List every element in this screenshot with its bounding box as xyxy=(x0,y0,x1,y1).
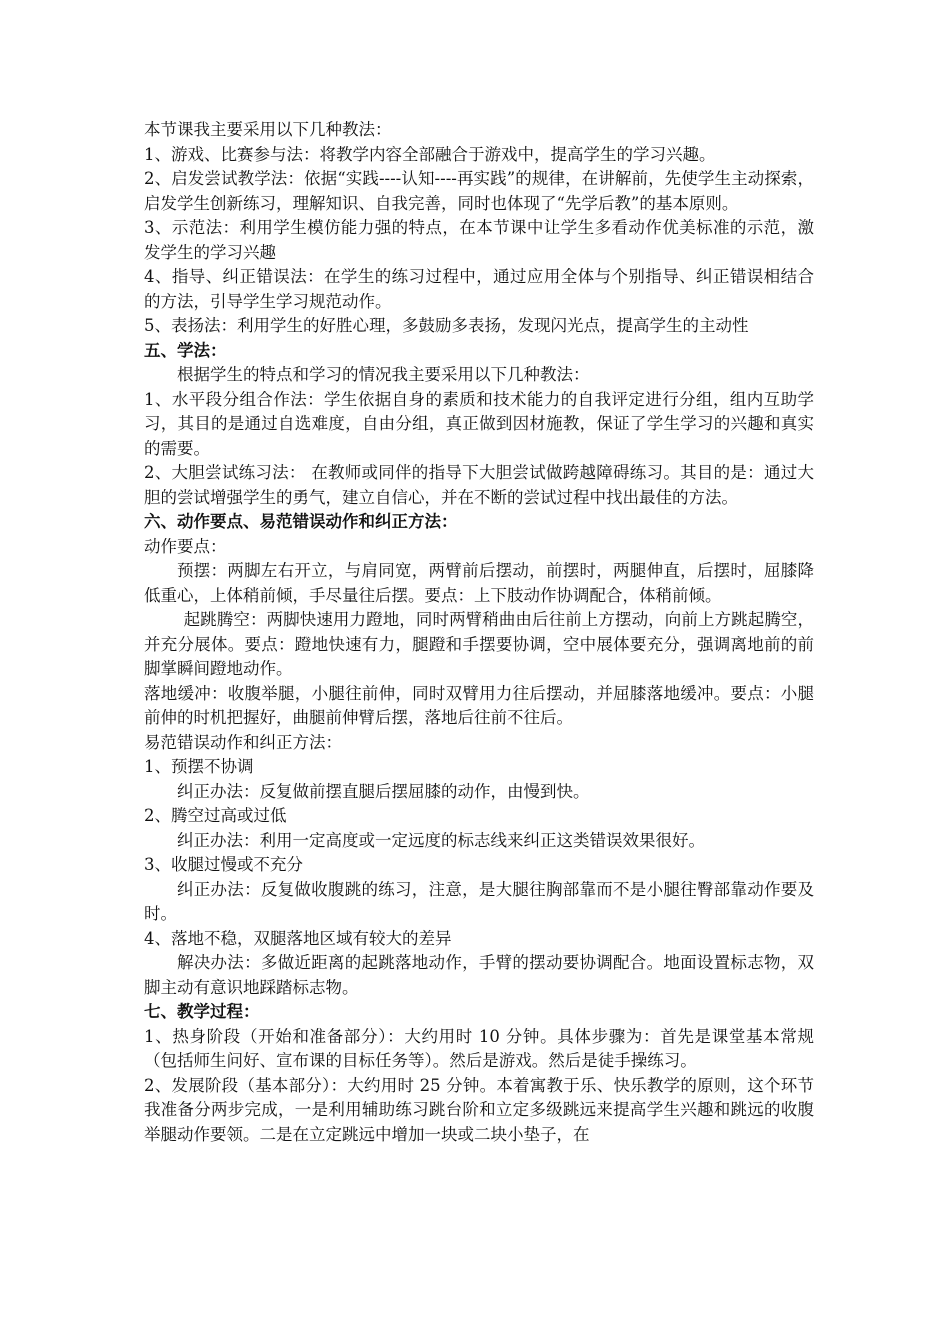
paragraph-method-2: 2、启发尝试教学法：依据“实践----认知----再实践”的规律，在讲解前，先使学生主动探索，启发学生创新练习，理解知识、自我完善，同时也体现了“先学后教”的基本原则。 xyxy=(144,169,814,213)
section-heading-teaching-process: 七、教学过程： xyxy=(144,1002,260,1021)
paragraph-process-2: 2、发展阶段（基本部分）：大约用时 25 分钟。本着寓教于乐、快乐教学的原则，这个环节我准备分两步完成，一是利用辅助练习跳台阶和立定多级跳远来提高学生兴趣和跳远的收腹举腿动作要领。二是在立定跳远中增加一块或二块小垫子，在 xyxy=(144,1075,814,1144)
paragraph-learning-intro: 根据学生的特点和学习的情况我主要采用以下几种教法： xyxy=(177,365,590,384)
paragraph-learning-1: 1、水平段分组合作法：学生依据自身的素质和技术能力的自我评定进行分组，组内互助学习，其目的是通过自选难度，自由分组，真正做到因材施教，保证了学生学习的兴趣和真实的需要。 xyxy=(144,389,814,458)
paragraph-errors-label: 易范错误动作和纠正方法： xyxy=(144,732,342,752)
paragraph-fix-2: 纠正办法：利用一定高度或一定远度的标志线来纠正这类错误效果很好。 xyxy=(177,830,705,850)
paragraph-fix-1: 纠正办法：反复做前摆直腿后摆屈膝的动作，由慢到快。 xyxy=(177,781,590,801)
paragraph-fix-4: 解决办法：多做近距离的起跳落地动作，手臂的摆动要协调配合。地面设置标志物，双脚主动有意识地踩踏标志物。 xyxy=(144,953,814,997)
paragraph-intro: 本节课我主要采用以下几种教法： xyxy=(144,120,392,139)
paragraph-error-3: 3、收腿过慢或不充分 xyxy=(144,855,303,874)
section-heading-learning-methods: 五、学法： xyxy=(144,340,227,360)
document-page xyxy=(144,118,814,1147)
paragraph-learning-2: 2、大胆尝试练习法： 在教师或同伴的指导下大胆尝试做跨越障碍练习。其目的是：通过大胆的尝试增强学生的勇气，建立自信心，并在不断的尝试过程中找出最佳的方法。 xyxy=(144,463,814,507)
paragraph-fix-3: 纠正办法：反复做收腹跳的练习，注意，是大腿往胸部靠而不是小腿往臀部靠动作要及时。 xyxy=(144,879,814,923)
paragraph-process-1: 1、热身阶段（开始和准备部分）：大约用时 10 分钟。具体步骤为：首先是课堂基本常规（包括师生问好、宣布课的目标任务等）。然后是游戏。然后是徒手操练习。 xyxy=(144,1026,814,1070)
paragraph-method-3: 3、示范法：利用学生模仿能力强的特点，在本节课中让学生多看动作优美标准的示范，激发学生的学习兴趣 xyxy=(144,218,814,262)
paragraph-landing: 落地缓冲：收腹举腿，小腿往前伸，同时双臂用力往后摆动，并屈膝落地缓冲。要点：小腿前伸的时机把握好，曲腿前伸臂后摆，落地后往前不往后。 xyxy=(144,683,814,727)
paragraph-method-5: 5、表扬法：利用学生的好胜心理，多鼓励多表扬，发现闪光点，提高学生的主动性 xyxy=(144,316,749,335)
paragraph-error-1: 1、预摆不协调 xyxy=(144,757,254,776)
paragraph-method-1: 1、游戏、比赛参与法：将教学内容全部融合于游戏中，提高学生的学习兴趣。 xyxy=(144,144,716,164)
paragraph-error-4: 4、落地不稳，双腿落地区域有较大的差异 xyxy=(144,928,452,948)
paragraph-takeoff: 起跳腾空：两脚快速用力蹬地，同时两臂稍曲由后往前上方摆动，向前上方跳起腾空，并充分展体。要点：蹬地快速有力，腿蹬和手摆要协调，空中展体要充分，强调离地前的前脚掌瞬间蹬地动作。 xyxy=(144,610,814,678)
paragraph-key-points-label: 动作要点： xyxy=(144,536,227,556)
paragraph-preswing: 预摆：两脚左右开立，与肩同宽，两臂前后摆动，前摆时，两腿伸直，后摆时，屈膝降低重心，上体稍前倾，手尽量往后摆。要点：上下肢动作协调配合，体稍前倾。 xyxy=(144,561,814,605)
paragraph-method-4: 4、指导、纠正错误法：在学生的练习过程中，通过应用全体与个别指导、纠正错误相结合的方法，引导学生学习规范动作。 xyxy=(144,267,814,311)
section-heading-key-points: 六、动作要点、易范错误动作和纠正方法： xyxy=(144,512,458,531)
paragraph-error-2: 2、腾空过高或过低 xyxy=(144,806,287,825)
